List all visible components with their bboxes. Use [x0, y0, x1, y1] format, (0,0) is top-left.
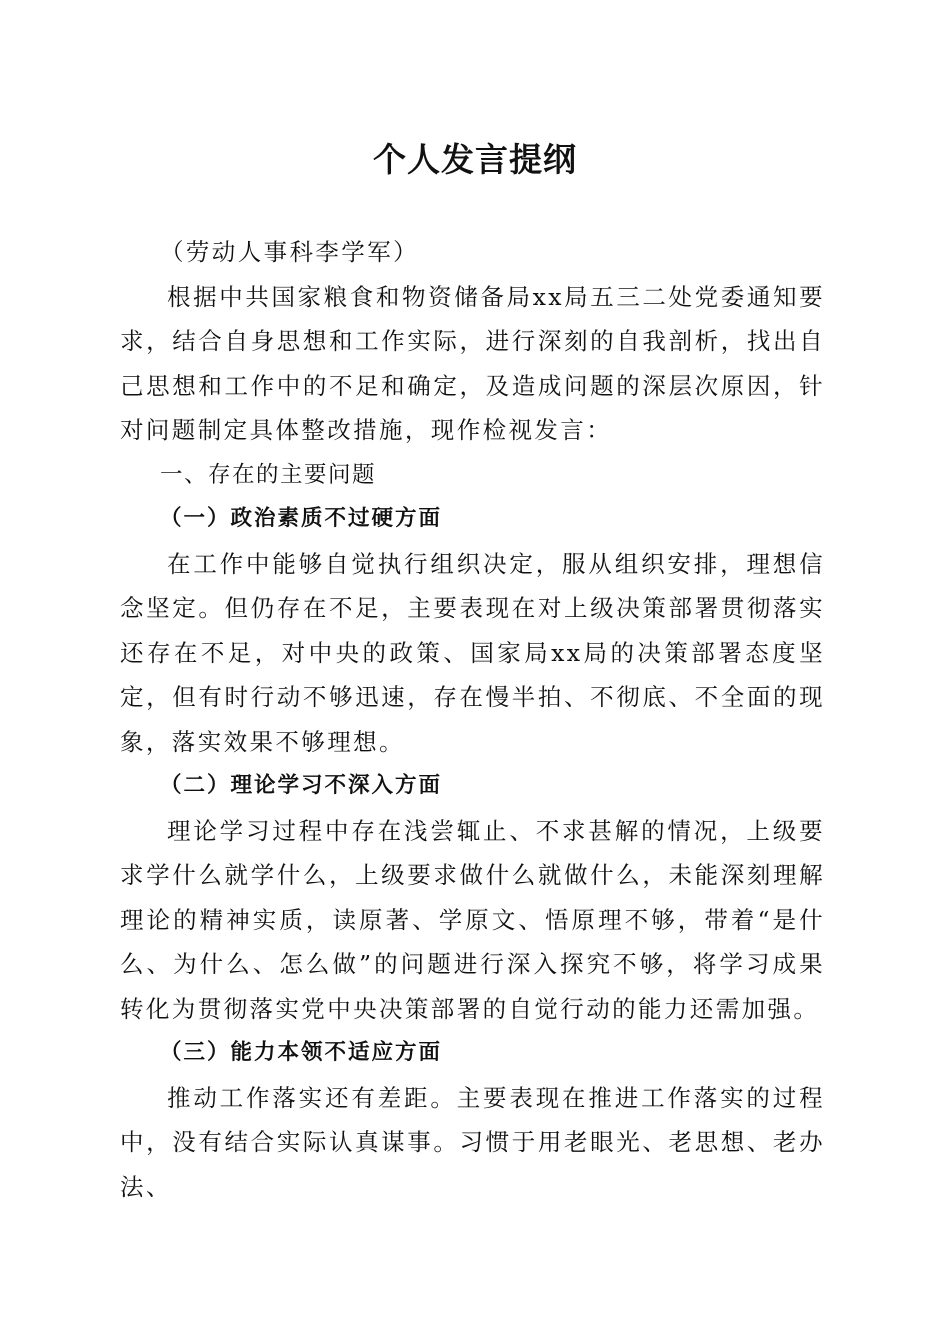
paragraph-ability: 推动工作落实还有差距。主要表现在推进工作落实的过程中，没有结合实际认真谋事。习惯于用老眼光、老思想、老办法、	[120, 1083, 825, 1201]
document-body	[120, 230, 825, 1209]
author-line: （劳动人事科李学军）	[160, 238, 419, 266]
paragraph-political: 在工作中能够自觉执行组织决定，服从组织安排，理想信念坚定。但仍存在不足，主要表现在对上级决策部署贯彻落实还存在不足，对中央的政策、国家局xx局的决策部署态度坚定，但有时行动不够迅速，存在慢半拍、不彻底、不全面的现象，落实效果不够理想。	[120, 549, 825, 756]
paragraph-theory: 理论学习过程中存在浅尝辄止、不求甚解的情况，上级要求学什么就学什么，上级要求做什么就做什么，未能深刻理解理论的精神实质，读原著、学原文、悟原理不够，带着“是什么、为什么、怎么做”的问题进行深入探究不够，将学习成果转化为贯彻落实党中央决策部署的自觉行动的能力还需加强。	[120, 816, 825, 1023]
section-heading-main-problems: 一、存在的主要问题	[160, 461, 377, 488]
subsection-heading-ability: （三）能力本领不适应方面	[160, 1040, 443, 1065]
subsection-heading-theory: （二）理论学习不深入方面	[160, 773, 443, 798]
document-title: 个人发言提纲	[373, 140, 577, 179]
subsection-heading-political: （一）政治素质不过硬方面	[160, 506, 443, 531]
intro-paragraph: 根据中共国家粮食和物资储备局xx局五三二处党委通知要求，结合自身思想和工作实际，进行深刻的自我剖析，找出自己思想和工作中的不足和确定，及造成问题的深层次原因，针对问题制定具体整改措施，现作检视发言：	[120, 282, 825, 444]
